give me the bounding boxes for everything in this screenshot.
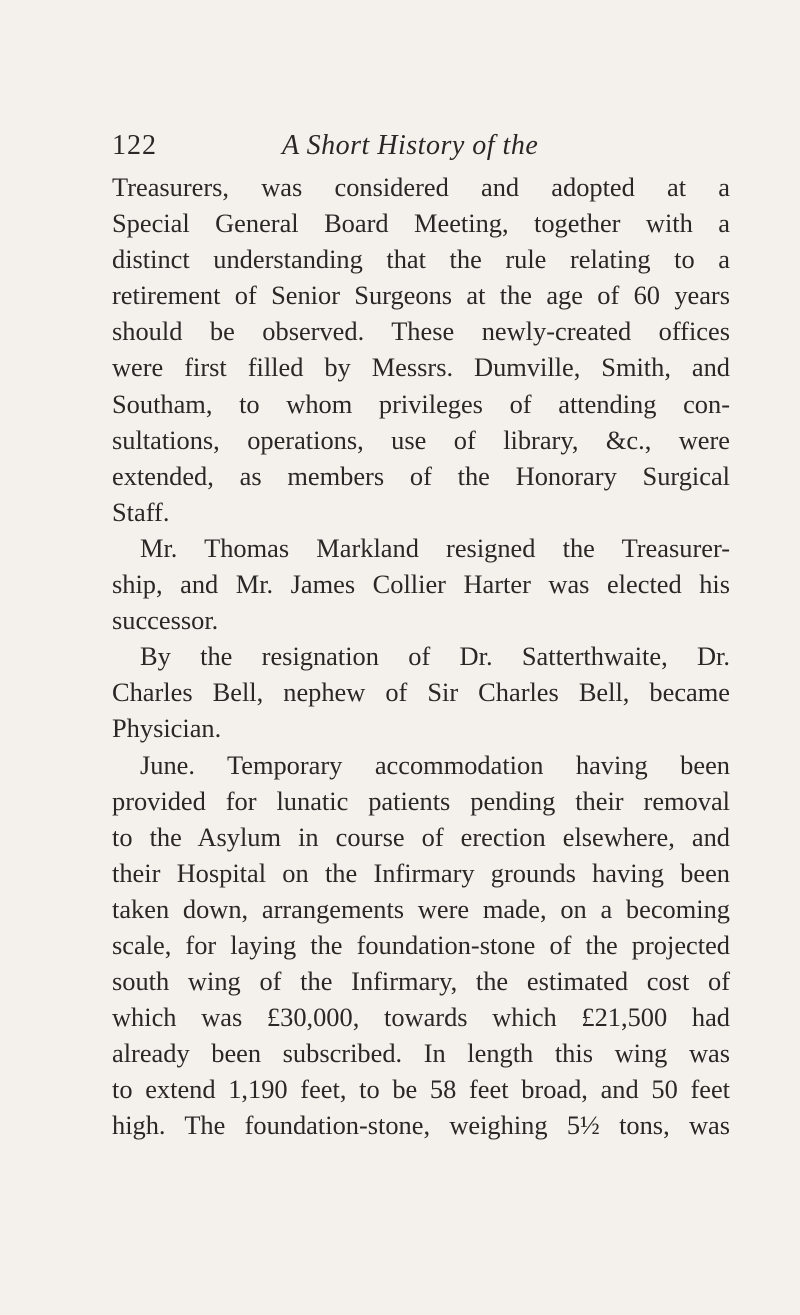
text-line: Physician. [112, 713, 222, 744]
text-line: to the Asylum in course of erection elsewhere, and [112, 821, 730, 852]
text-line: June. Temporary accommodation having been [140, 749, 730, 780]
text-line: to extend 1,190 feet, to be 58 feet broad, and 50 feet [112, 1074, 730, 1105]
text-line: Treasurers, was considered and adopted at a [112, 172, 730, 202]
text-line: taken down, arrangements were made, on a becoming [112, 893, 730, 924]
text-line: provided for lunatic patients pending their removal [112, 785, 730, 816]
text-line: should be observed. These newly-created offices [112, 316, 730, 347]
text-line: Special General Board Meeting, together with a [112, 208, 730, 239]
text-line: sultations, operations, use of library, &c., were [112, 424, 730, 455]
text-line: their Hospital on the Infirmary grounds having been [112, 857, 730, 888]
text-line: south wing of the Infirmary, the estimated cost of [112, 966, 730, 997]
running-title: A Short History of the [282, 130, 539, 161]
running-head [112, 126, 732, 166]
text-line: already been subscribed. In length this wing was [112, 1038, 730, 1069]
text-line: were first filled by Messrs. Dumville, Smith, and [112, 352, 730, 383]
text-line: Mr. Thomas Markland resigned the Treasurer- [140, 532, 730, 563]
text-line: extended, as members of the Honorary Surgical [112, 460, 730, 491]
text-line: ship, and Mr. James Collier Harter was elected his [112, 569, 730, 600]
text-line: By the resignation of Dr. Satterthwaite, Dr. [140, 641, 730, 672]
text-line: retirement of Senior Surgeons at the age of 60 years [112, 280, 730, 311]
text-line: Southam, to whom privileges of attending con- [112, 388, 730, 419]
text-line: Charles Bell, nephew of Sir Charles Bell, became [112, 677, 730, 708]
page-number: 122 [112, 130, 157, 161]
text-line: scale, for laying the foundation-stone of the projected [112, 929, 730, 960]
body-text [112, 169, 730, 1144]
text-line: Staff. [112, 496, 170, 527]
text-line: successor. [112, 605, 219, 636]
text-line: which was £30,000, towards which £21,500 had [112, 1002, 730, 1033]
text-line: distinct understanding that the rule relating to a [112, 244, 730, 275]
text-line: high. The foundation-stone, weighing 5½ tons, was [112, 1110, 730, 1141]
